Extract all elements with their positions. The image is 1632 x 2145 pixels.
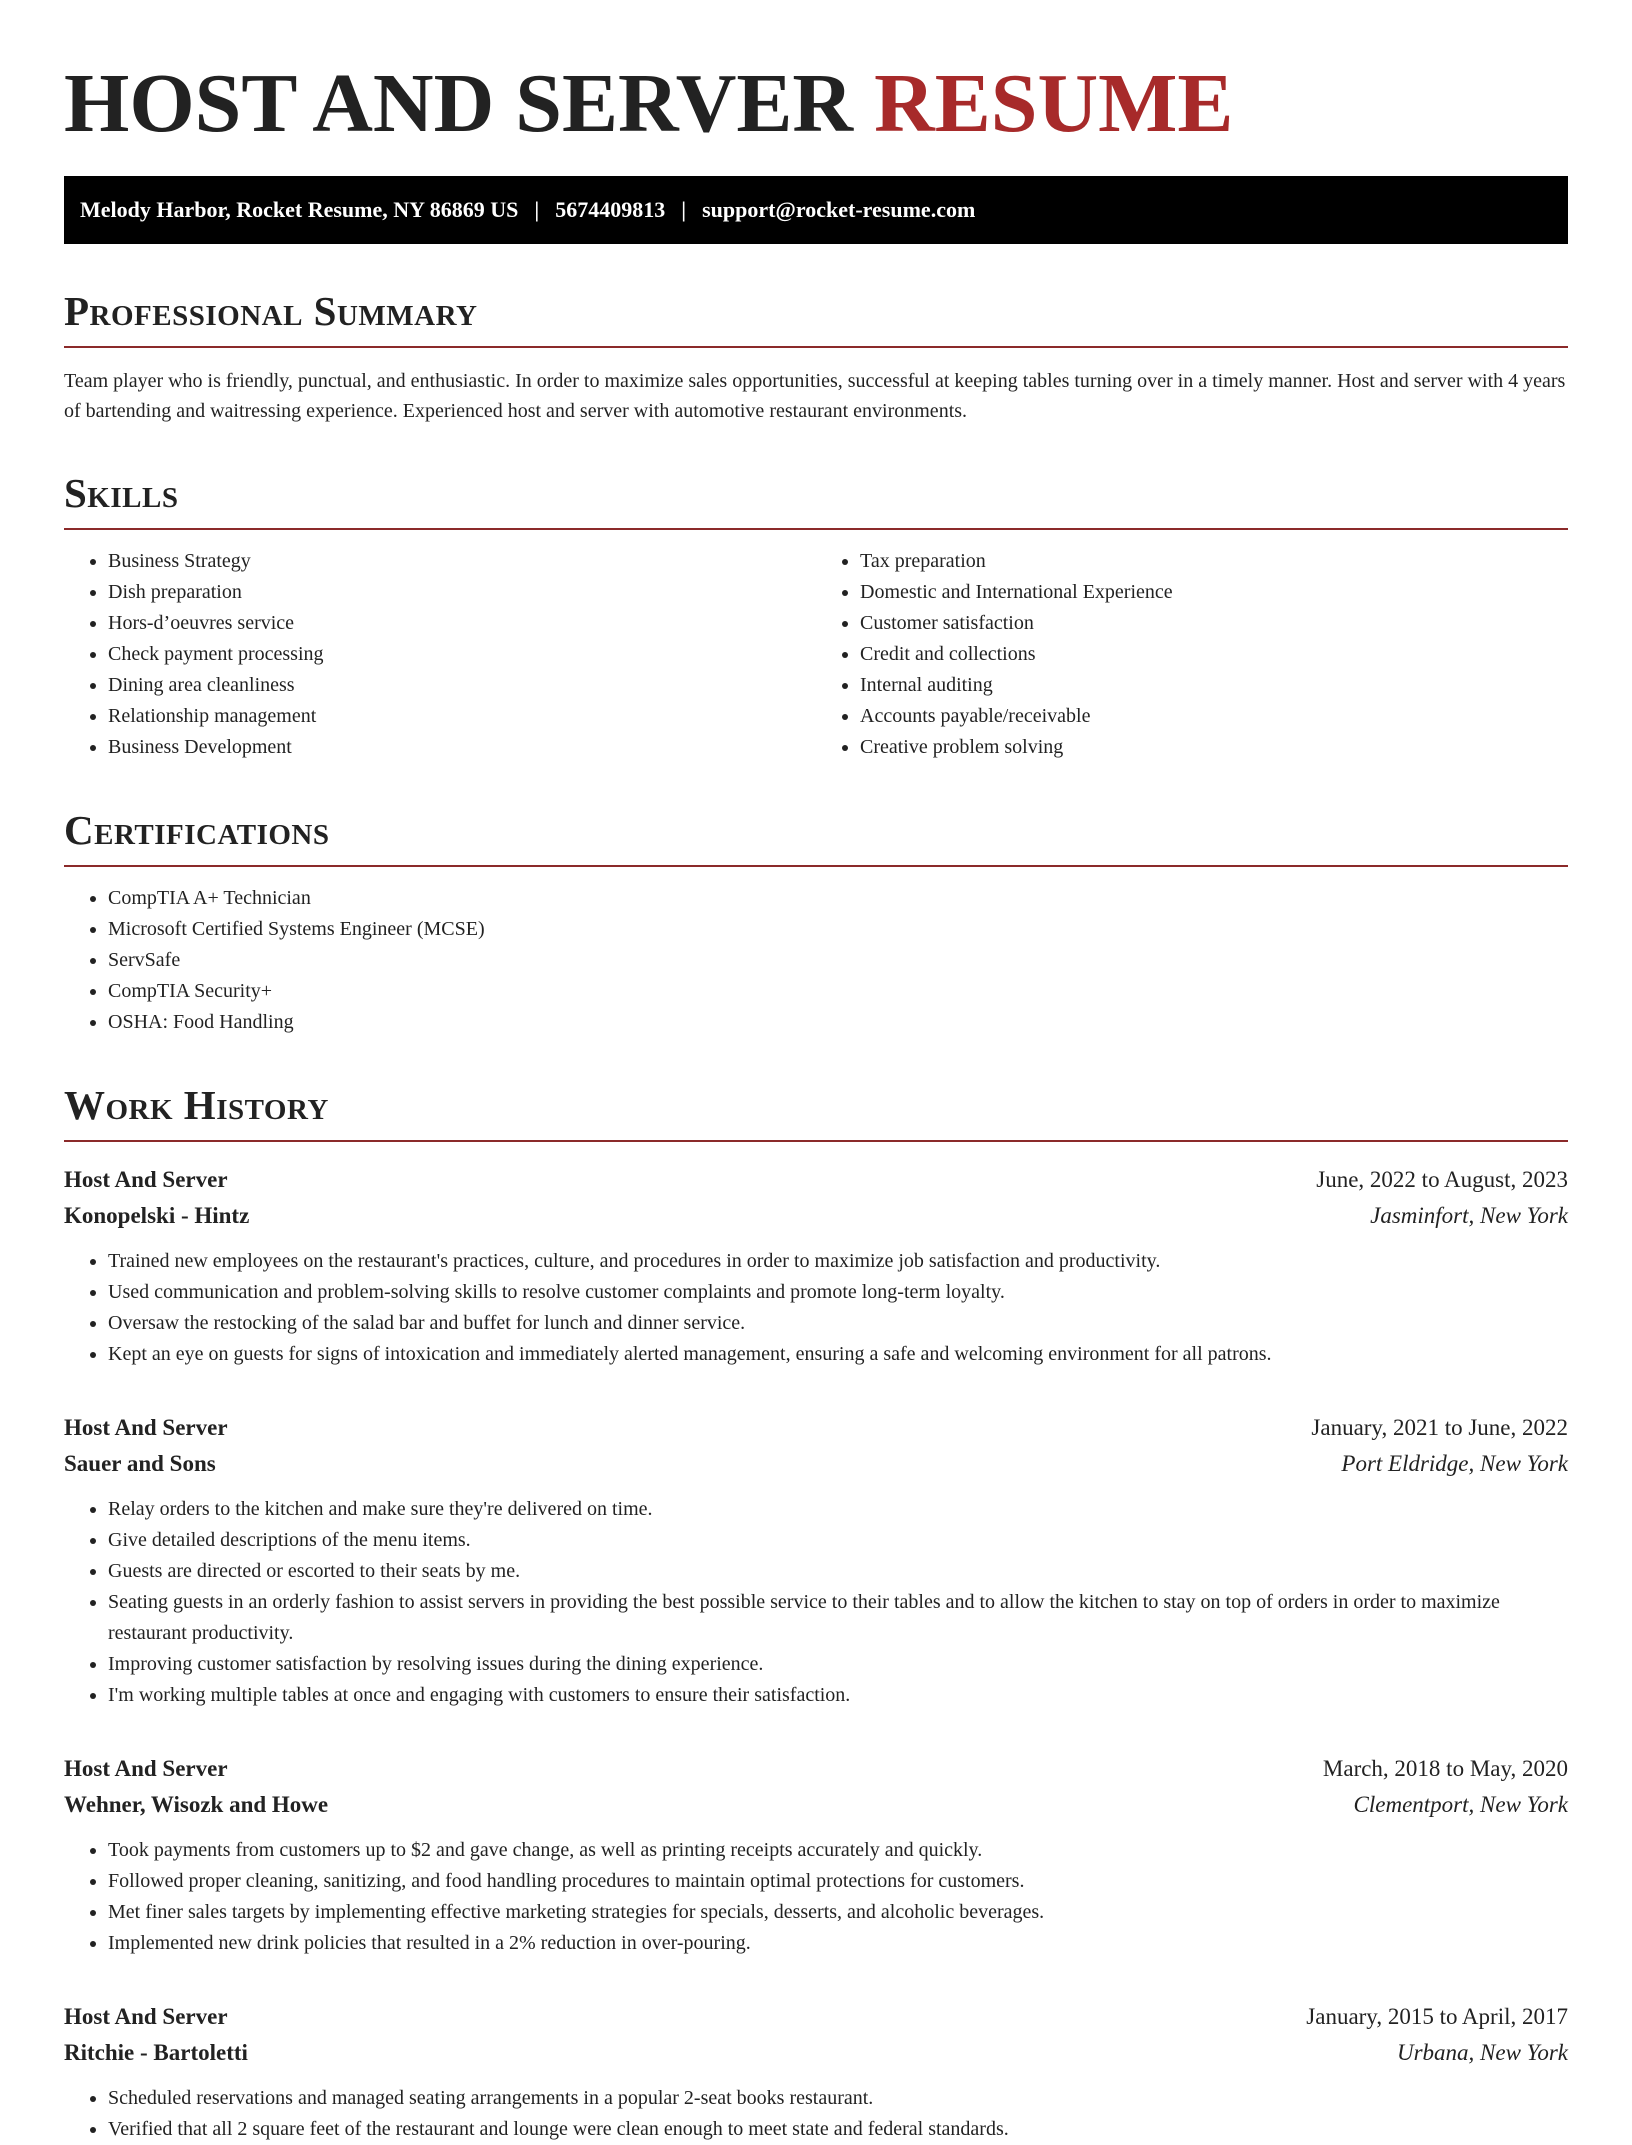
job-company-row	[64, 1787, 1568, 1823]
section-heading-work-history: Work History	[64, 1082, 1568, 1142]
job-company-row	[64, 2035, 1568, 2071]
job-duty: • Took payments from customers up to $2 and gave change, as well as printing receipts accurately and quickly.	[108, 1835, 1568, 1866]
skill-item: • Business Development	[108, 732, 816, 763]
job-header-row	[64, 1999, 1568, 2035]
job-duties-list	[64, 1835, 1568, 1959]
job-location: Urbana, New York	[1396, 2040, 1568, 2065]
contact-bar	[64, 176, 1568, 244]
job-duties-list	[64, 1246, 1568, 1370]
job-dates: January, 2021 to June, 2022	[1311, 1415, 1568, 1440]
job-header-row	[64, 1751, 1568, 1787]
job-duty: • Implemented new drink policies that resulted in a 2% reduction in over-pouring.	[108, 1928, 1568, 1959]
skill-item: • Internal auditing	[860, 670, 1568, 701]
contact-address: Melody Harbor, Rocket Resume, NY 86869 US	[80, 197, 519, 222]
job-company-row	[64, 1446, 1568, 1482]
skill-item: • Customer satisfaction	[860, 608, 1568, 639]
skill-item: • Accounts payable/receivable	[860, 701, 1568, 732]
certification-item: • CompTIA A+ Technician	[108, 883, 1568, 914]
skill-item: • Creative problem solving	[860, 732, 1568, 763]
job-location: Jasminfort, New York	[1370, 1203, 1568, 1228]
job-location: Port Eldridge, New York	[1341, 1451, 1568, 1476]
certifications-list	[64, 883, 1568, 1038]
job-company-row	[64, 1198, 1568, 1234]
summary-text: Team player who is friendly, punctual, and enthusiastic. In order to maximize sales opportunities, successful at keeping tables turning over in a timely manner. Host and server with 4 years of bartending and waitressing experience. Experienced host and server with automotive restaurant environments.	[64, 370, 1566, 422]
job-company: Sauer and Sons	[64, 1451, 216, 1476]
job-duty: • Kept an eye on guests for signs of intoxication and immediately alerted management, ensuring a safe and welcoming environment for all patrons.	[108, 1339, 1568, 1370]
job-entry	[64, 1999, 1568, 2145]
skill-item: • Check payment processing	[108, 639, 816, 670]
job-title: Host And Server	[64, 1415, 228, 1440]
job-title: Host And Server	[64, 1756, 228, 1781]
job-dates: January, 2015 to April, 2017	[1306, 2004, 1568, 2029]
job-duty: • Give detailed descriptions of the menu items.	[108, 1525, 1568, 1556]
job-entry	[64, 1410, 1568, 1711]
contact-separator: |	[534, 197, 540, 222]
title-accent: RESUME	[874, 57, 1234, 150]
certification-item: • Microsoft Certified Systems Engineer (MCSE)	[108, 914, 1568, 945]
job-title: Host And Server	[64, 2004, 228, 2029]
job-entry	[64, 1162, 1568, 1370]
skill-item: • Relationship management	[108, 701, 816, 732]
job-duty: • I'm working multiple tables at once and engaging with customers to ensure their satisfaction.	[108, 1680, 1568, 1711]
certification-item: • ServSafe	[108, 945, 1568, 976]
job-company: Ritchie - Bartoletti	[64, 2040, 248, 2065]
contact-separator: |	[681, 197, 687, 222]
job-duty: • Improving customer satisfaction by resolving issues during the dining experience.	[108, 1649, 1568, 1680]
job-duty: • Relay orders to the kitchen and make sure they're delivered on time.	[108, 1494, 1568, 1525]
job-dates: March, 2018 to May, 2020	[1322, 1756, 1568, 1781]
certification-item: • OSHA: Food Handling	[108, 1007, 1568, 1038]
job-company: Wehner, Wisozk and Howe	[64, 1792, 329, 1817]
skill-item: • Tax preparation	[860, 546, 1568, 577]
job-duty: • Seating guests in an orderly fashion to assist servers in providing the best possible service to their tables and to allow the kitchen to stay on top of orders in order to maximize restaurant productivity.	[108, 1587, 1568, 1649]
skill-item: • Domestic and International Experience	[860, 577, 1568, 608]
job-duties-list	[64, 2083, 1568, 2145]
job-duty: • Oversaw the restocking of the salad bar and buffet for lunch and dinner service.	[108, 1308, 1568, 1339]
job-header-row	[64, 1162, 1568, 1198]
job-duty: • Used communication and problem-solving skills to resolve customer complaints and promote long-term loyalty.	[108, 1277, 1568, 1308]
job-duty: • Met finer sales targets by implementing effective marketing strategies for specials, desserts, and alcoholic beverages.	[108, 1897, 1568, 1928]
skills-list-right	[816, 546, 1568, 763]
skill-item: • Dining area cleanliness	[108, 670, 816, 701]
contact-phone: 5674409813	[555, 197, 666, 222]
skills-list-left	[64, 546, 816, 763]
certification-item: • CompTIA Security+	[108, 976, 1568, 1007]
skill-item: • Business Strategy	[108, 546, 816, 577]
resume-title	[64, 56, 1568, 152]
job-entry	[64, 1751, 1568, 1959]
job-location: Clementport, New York	[1353, 1792, 1568, 1817]
job-dates: June, 2022 to August, 2023	[1316, 1167, 1568, 1192]
section-heading-skills: Skills	[64, 470, 1568, 530]
job-duty: • Followed proper cleaning, sanitizing, and food handling procedures to maintain optimal protections for customers.	[108, 1866, 1568, 1897]
section-heading-certifications: Certifications	[64, 807, 1568, 867]
title-main: HOST AND SERVER	[64, 57, 875, 150]
job-title: Host And Server	[64, 1167, 228, 1192]
job-duty: • Trained new employees on the restaurant's practices, culture, and procedures in order to maximize job satisfaction and productivity.	[108, 1246, 1568, 1277]
skill-item: • Credit and collections	[860, 639, 1568, 670]
job-company: Konopelski - Hintz	[64, 1203, 250, 1228]
job-duties-list	[64, 1494, 1568, 1711]
contact-email[interactable]: support@rocket-resume.com	[702, 197, 976, 222]
job-header-row	[64, 1410, 1568, 1446]
skills-grid	[64, 530, 1568, 763]
job-duty: • Scheduled reservations and managed seating arrangements in a popular 2-seat books restaurant.	[108, 2083, 1568, 2114]
job-duty: • Verified that all 2 square feet of the restaurant and lounge were clean enough to meet state and federal standards.	[108, 2114, 1568, 2145]
job-duty: • Guests are directed or escorted to their seats by me.	[108, 1556, 1568, 1587]
skill-item: • Dish preparation	[108, 577, 816, 608]
section-heading-summary: Professional Summary	[64, 288, 1568, 348]
skill-item: • Hors-d’oeuvres service	[108, 608, 816, 639]
